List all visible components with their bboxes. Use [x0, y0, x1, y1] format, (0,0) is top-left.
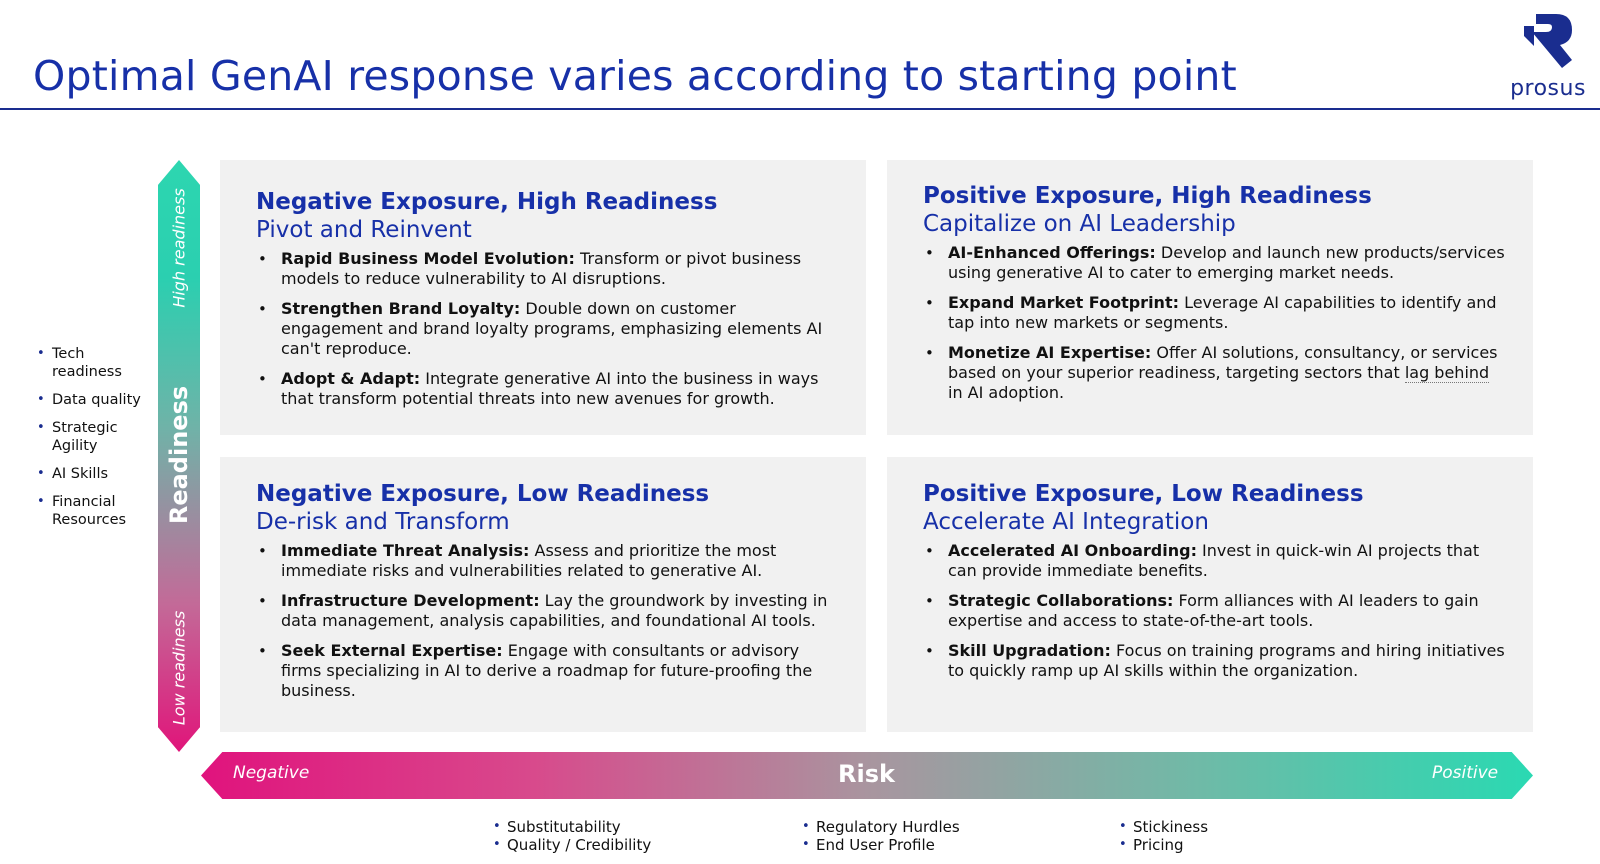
item-title: Immediate Threat Analysis:: [281, 541, 530, 560]
item-text: Assess and prioritize the most immediate risks and vulnerabilities related to generative AI.: [281, 541, 777, 580]
risk-factors-positive: [1119, 818, 1208, 854]
list-item: [256, 641, 838, 701]
prosus-logo-icon: [1522, 12, 1576, 70]
item-text: Offer AI solutions, consultancy, or services based on your superior readiness, targeting sectors that: [948, 343, 1498, 382]
quadrant-list: [923, 243, 1505, 403]
list-item: [256, 541, 838, 581]
readiness-factors-list: [37, 345, 147, 539]
item-text: Double down on customer engagement and brand loyalty programs, emphasizing elements AI can't reproduce.: [281, 299, 823, 358]
list-item: [256, 591, 838, 631]
item-title: Infrastructure Development:: [281, 591, 540, 610]
list-item: [923, 243, 1505, 283]
list-item: [923, 343, 1505, 403]
item-text: Lay the groundwork by investing in data management, analysis capabilities, and foundational AI tools.: [281, 591, 828, 630]
readiness-axis-title: Readiness: [165, 385, 193, 525]
list-item: • AI Skills: [37, 465, 147, 483]
list-item: [923, 541, 1505, 581]
list-item: [923, 641, 1505, 681]
item-title: Seek External Expertise:: [281, 641, 503, 660]
title-divider: [0, 108, 1600, 110]
list-item: • Regulatory Hurdles: [802, 818, 960, 836]
list-item: • Substitutability: [493, 818, 651, 836]
item-text: Form alliances with AI leaders to gain expertise and access to state-of-the-art tools.: [948, 591, 1479, 630]
list-item: • End User Profile: [802, 836, 960, 854]
quadrant-list: [256, 249, 838, 409]
logo-wordmark: prosus: [1510, 76, 1586, 101]
item-text: Invest in quick-win AI projects that can provide immediate benefits.: [948, 541, 1480, 580]
item-title: Strengthen Brand Loyalty:: [281, 299, 521, 318]
item-title: Accelerated AI Onboarding:: [948, 541, 1197, 560]
quadrant-subheading: De-risk and Transform: [256, 509, 510, 535]
quadrant-subheading: Pivot and Reinvent: [256, 217, 472, 243]
list-item: [256, 299, 838, 359]
item-text: Engage with consultants or advisory firms specializing in AI to derive a roadmap for future-proofing the business.: [281, 641, 813, 700]
list-item: • Tech readiness: [37, 345, 147, 381]
item-title: Strategic Collaborations:: [948, 591, 1174, 610]
list-item: • Stickiness: [1119, 818, 1208, 836]
item-text: Leverage AI capabilities to identify and tap into new markets or segments.: [948, 293, 1497, 332]
quadrant-heading: Negative Exposure, Low Readiness: [256, 481, 710, 507]
item-title: Adopt & Adapt:: [281, 369, 421, 388]
quadrant-subheading: Accelerate AI Integration: [923, 509, 1209, 535]
quadrant-heading: Positive Exposure, Low Readiness: [923, 481, 1364, 507]
item-title: AI-Enhanced Offerings:: [948, 243, 1156, 262]
item-text-tail: in AI adoption.: [948, 383, 1065, 402]
underlined-text: lag behind: [1404, 363, 1490, 382]
list-item: • Pricing: [1119, 836, 1208, 854]
item-title: Expand Market Footprint:: [948, 293, 1179, 312]
quadrant-positive-low: [887, 457, 1533, 732]
risk-axis-title: Risk: [838, 760, 895, 788]
positive-risk-label: Positive: [1432, 763, 1499, 783]
list-item: • Quality / Credibility: [493, 836, 651, 854]
page-title: Optimal GenAI response varies according to starting point: [33, 52, 1237, 100]
quadrant-negative-high: [220, 160, 866, 435]
negative-risk-label: Negative: [233, 763, 310, 783]
quadrant-positive-high: [887, 160, 1533, 435]
list-item: • Strategic Agility: [37, 419, 147, 455]
list-item: [923, 591, 1505, 631]
item-title: Rapid Business Model Evolution:: [281, 249, 575, 268]
quadrant-list: [256, 541, 838, 701]
list-item: • Data quality: [37, 391, 147, 409]
item-text: Transform or pivot business models to reduce vulnerability to AI disruptions.: [281, 249, 802, 288]
item-title: Monetize AI Expertise:: [948, 343, 1152, 362]
item-text: Integrate generative AI into the business in ways that transform potential threats into new avenues for growth.: [281, 369, 819, 408]
quadrant-heading: Negative Exposure, High Readiness: [256, 189, 718, 215]
item-text: Focus on training programs and hiring initiatives to quickly ramp up AI skills within the organization.: [948, 641, 1505, 680]
list-item: [923, 293, 1505, 333]
low-readiness-label: Low readiness: [169, 610, 189, 726]
quadrant-negative-low: [220, 457, 866, 732]
item-text: Develop and launch new products/services using generative AI to cater to emerging market needs.: [948, 243, 1505, 282]
list-item: [256, 249, 838, 289]
risk-factors-middle: [802, 818, 960, 854]
quadrant-heading: Positive Exposure, High Readiness: [923, 183, 1372, 209]
list-item: • Financial Resources: [37, 493, 147, 529]
high-readiness-label: High readiness: [169, 188, 189, 308]
risk-factors-negative: [493, 818, 651, 854]
item-title: Skill Upgradation:: [948, 641, 1111, 660]
quadrant-subheading: Capitalize on AI Leadership: [923, 211, 1236, 237]
list-item: [256, 369, 838, 409]
quadrant-list: [923, 541, 1505, 681]
prosus-logo: [1500, 12, 1596, 101]
